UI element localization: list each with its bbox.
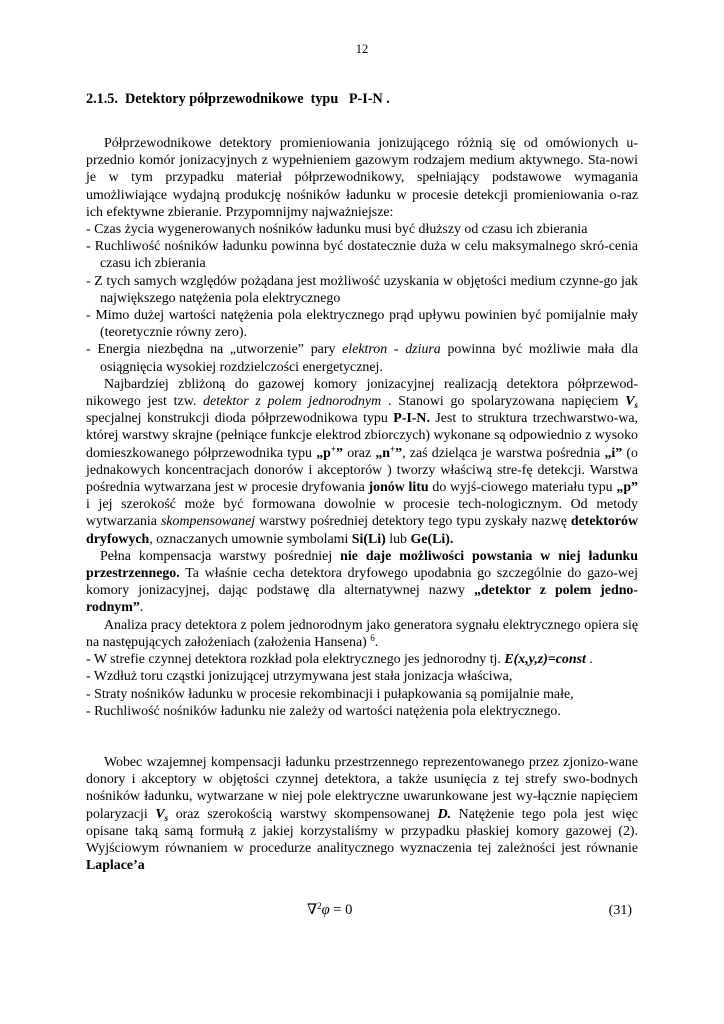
requirement-item: - Czas życia wygenerowanych nośników ładunku musi być dłuższy od czasu ich zbierania [86, 222, 588, 238]
bold-term: Laplace’a [86, 858, 145, 874]
text: (o jednakowych koncentracjach donorów i akceptorów ) tworzy właściwą stre-fę detekcji. Warstwa pośrednia wytwarzana jest w procesie dryfowania [86, 445, 638, 496]
assumption-item: - Straty nośników ładunku w procesie rekombinacji i pułapkowania są pomijalnie małe, [86, 686, 574, 702]
section-heading: 2.1.5. Detektory półprzewodnikowe typu P-I-N . [86, 91, 390, 107]
p-plus-symbol: „p+” [316, 443, 343, 461]
text: , oznaczanych umownie symbolami [149, 531, 352, 547]
document-body [86, 135, 638, 874]
assumption-item [86, 651, 638, 668]
text: warstwy pośredniej detektory tego typu zyskały nazwę [255, 514, 571, 530]
item-text: powinna być możliwie mała dla osiągnięcia wysokiej rozdzielczości energetycznej. [100, 342, 638, 375]
requirement-item [86, 341, 638, 375]
text: , zaś dzieląca je warstwa pośrednia [402, 445, 605, 461]
text: Ta właśnie cecha detektora dryfowego upodabnia go szczególnie do gazo-wej komory jonizacyjnej, dając podstawę dla alternatywnej nazwy [86, 566, 638, 599]
paragraph-pin-detector [86, 376, 638, 548]
text: lub [385, 531, 411, 547]
text: Najbardziej zbliżoną do gazowej komory jonizacyjnej realizacją detektora półprzewod-nikowego jest tzw. [86, 376, 638, 410]
italic-term: skompensowanej [160, 514, 256, 530]
paragraph-intro: Półprzewodnikowe detektory promieniowania jonizującego różnią się od omówionych u-przednio komór jonizacyjnych z wypełnieniem gazowym rodzajem medium aktywnego. Sta-nowi je w tym przypadku materiał półprzewodnikowy, spełniający podstawowe wymagania umożliwiające wydajną produkcję nośników ładunku w procesie detekcji promieniowania o-raz ich efektywne zbieranie. Przypomnijmy najważniejsze: [86, 136, 638, 220]
requirement-item: - Z tych samych względów pożądana jest możliwość uzyskania w objętości medium czynne-go jak największego natężenia pola elektrycznego [86, 273, 638, 306]
bold-term: nie daje możliwości powstania w niej ładunku przestrzennego. [86, 548, 638, 582]
footnote-ref: 6 [370, 632, 375, 643]
voltage-symbol: $V_s$ [625, 394, 638, 411]
text: - W strefie czynnej detektora rozkład pola elektrycznego jes jednorodny tj. [86, 652, 505, 668]
bold-term: P-I-N. [393, 411, 430, 427]
text: Jest to struktura trzechwarstwo-wa, której warstwy skrajne (pełniące funkcje elektrod zbiorczych) wykonane są odpowiednio z wysoko domieszkowanego półprzewodnika typu [86, 411, 638, 461]
text: do wyjś-ciowego materiału typu [428, 480, 617, 496]
bold-term: D. [437, 806, 452, 822]
paragraph-laplace [86, 754, 638, 874]
voltage-symbol: $V_s$ [155, 806, 169, 823]
text: Natężenie tego pola jest więc opisane taką samą formułą z jakiej korzystaliśmy w przypadku płaskiej komory gazowej (2). Wyjściowym równaniem w procedurze analitycznego wyznaczenia tej zależności jest równanie [86, 806, 638, 856]
text: i jej szerokość może być formowana dowolnie w procesie tech-nologicznym. Od metody wytwarzania [86, 497, 638, 530]
text: . [585, 652, 593, 668]
text: Analiza pracy detektora z polem jednorodnym jako generatora sygnału elektrycznego opiera się na następujących założeniach (założenia Hansena) [86, 617, 638, 650]
text: . Stanowi go spolaryzowana napięciem [381, 394, 626, 410]
spacer [86, 720, 638, 737]
text: oraz szerokością warstwy skompensowanej [168, 806, 438, 822]
n-plus-symbol: „n+” [375, 443, 403, 461]
bold-term: Si(Li) [351, 531, 386, 547]
formula: E(x,y,z)=const [504, 652, 586, 668]
item-text: - Energia niezbędna na „utworzenie” pary [86, 342, 343, 358]
text: . [374, 634, 379, 650]
laplace-equation: ∇$^2$φ = 0 [307, 901, 353, 918]
requirement-item: - Mimo dużej wartości natężenia pola elektrycznego prąd upływu powinien być pomijalnie mały (teoretycznie równy zero). [86, 308, 638, 341]
paragraph-compensation [86, 548, 638, 617]
paragraph-hansen [86, 617, 638, 651]
text: specjalnej konstrukcji dioda półprzewodnikowa typu [86, 411, 394, 427]
bold-term: „i” [604, 445, 623, 461]
equation-number: (31) [608, 903, 632, 918]
spacer [86, 737, 638, 754]
requirement-item: - Ruchliwość nośników ładunku powinna być dostatecznie duża w celu maksymalnego skró-cenia czasu ich zbierania [86, 239, 638, 272]
text: oraz [343, 445, 376, 461]
text: Pełna kompensacja warstwy pośredniej [100, 548, 341, 564]
italic-term: elektron - dziura [342, 342, 441, 358]
page-number: 12 [355, 42, 369, 56]
bold-term: Ge(Li). [410, 531, 454, 547]
text: Wobec wzajemnej kompensacji ładunku przestrzennego reprezentowanego przez zjonizo-wane donory i akceptory w objętości czynnej detektora, a także usunięcia z tej strefy swo-bodnych nośników ładunku, wytwarzane w niej pole elektryczne uwarunkowane jest wy-łącznie napięciem polaryzacji [86, 754, 638, 822]
bold-term: „p” [616, 480, 638, 496]
equation-31 [86, 902, 632, 922]
italic-term: detektor z polem jednorodnym [203, 394, 382, 410]
bold-term: „detektor z polem jedno-rodnym” [86, 583, 638, 616]
assumption-item: - Wzdłuż toru cząstki jonizującej utrzymywana jest stała jonizacja właściwa, [86, 669, 513, 685]
bold-term: detektorów dryfowych [86, 514, 638, 547]
text: . [139, 600, 144, 616]
assumption-item: - Ruchliwość nośników ładunku nie zależy od wartości natężenia pola elektrycznego. [86, 703, 561, 719]
bold-term: jonów litu [368, 480, 429, 496]
